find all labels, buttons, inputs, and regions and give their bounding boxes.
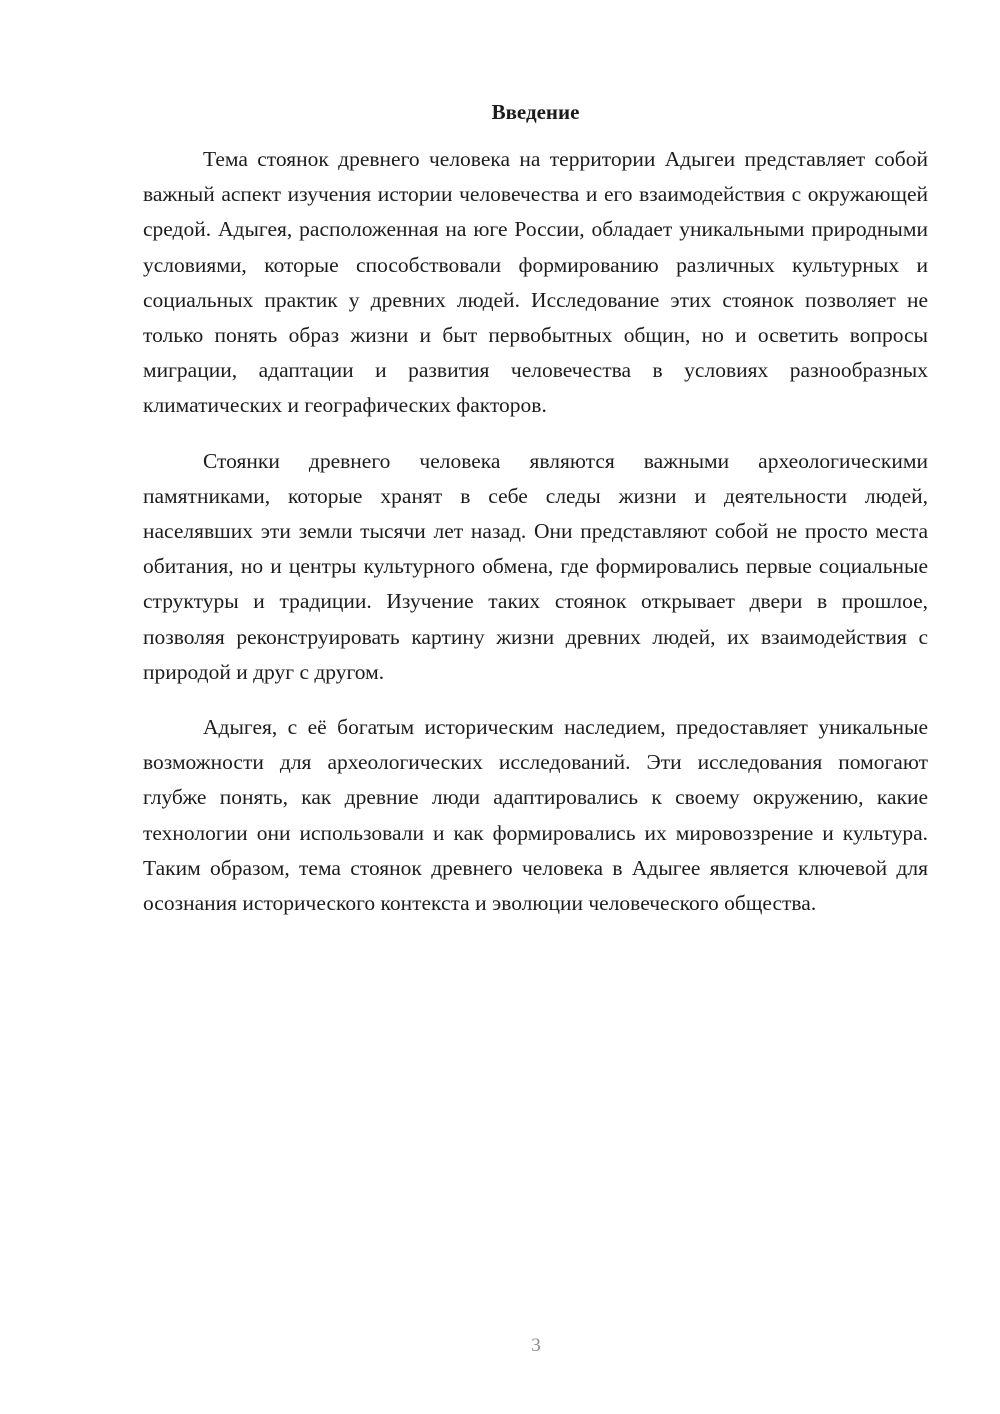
paragraph-3: Адыгея, с её богатым историческим наследием, предоставляет уникальные возможности для археологических исследований. Эти исследования помогают глубже понять, как древние люди адаптировались к своему окружению, какие технологии они использовали и как формировались их мировоззрение и культура. Таким образом, тема стоянок древнего человека в Адыгее является ключевой для осознания исторического контекста и эволюции человеческого общества. — [143, 715, 928, 916]
paragraph-1: Тема стоянок древнего человека на территории Адыгеи представляет собой важный аспект изучения истории человечества и его взаимодействия с окружающей средой. Адыгея, расположенная на юге России, обладает уникальными природными условиями, которые способствовали формированию различных культурных и социальных практик у древних людей. Исследование этих стоянок позволяет не только понять образ жизни и быт первобытных общин, но и осветить вопросы миграции, адаптации и развития человечества в условиях разнообразных климатических и географических факторов. — [143, 147, 928, 418]
section-heading: Введение — [491, 100, 580, 124]
page-number: 3 — [531, 1335, 541, 1356]
body-text — [143, 142, 928, 941]
paragraph-2: Стоянки древнего человека являются важными археологическими памятниками, которые хранят в себе следы жизни и деятельности людей, населявших эти земли тысячи лет назад. Они представляют собой не просто места обитания, но и центры культурного обмена, где формировались первые социальные структуры и традиции. Изучение таких стоянок открывает двери в прошлое, позволяя реконструировать картину жизни древних людей, их взаимодействия с природой и друг с другом. — [143, 448, 928, 684]
